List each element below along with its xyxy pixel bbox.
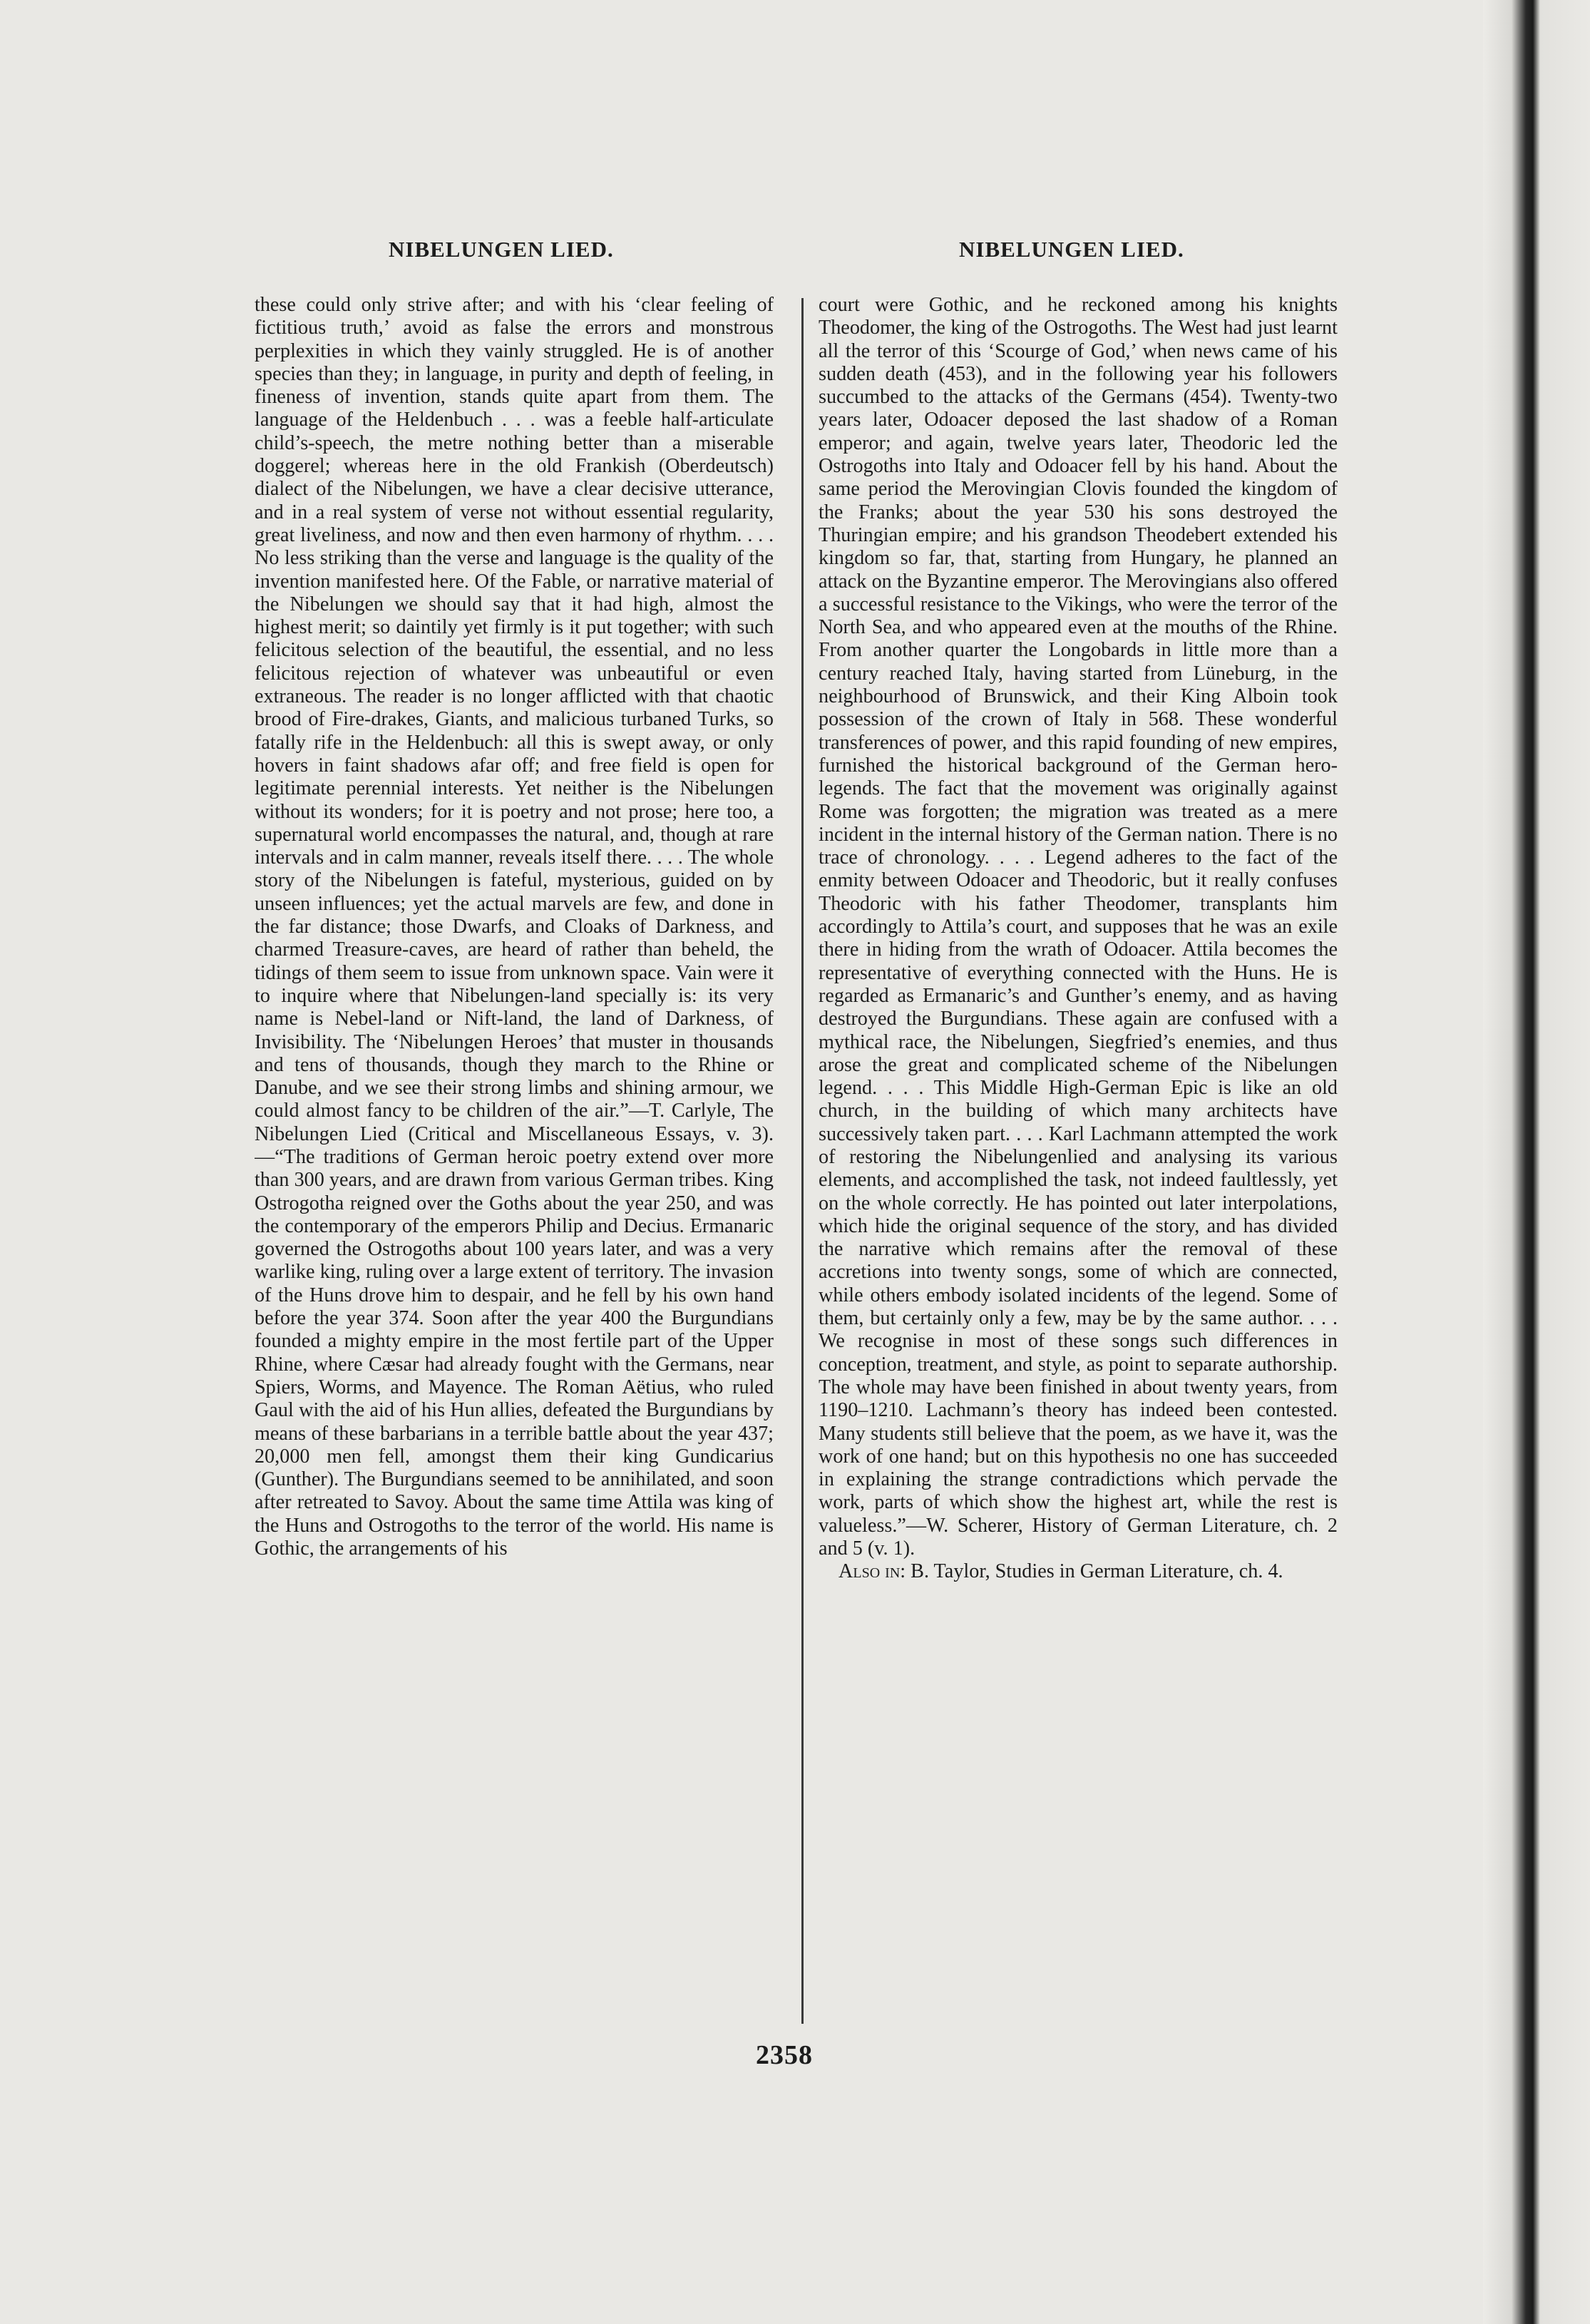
also-in-text: B. Taylor, Studies in German Literature, ch. 4.	[911, 1560, 1283, 1583]
running-head-left: NIBELUNGEN LIED.	[389, 237, 614, 262]
column-right-text: court were Gothic, and he reckoned among his knights Theodomer, the king of the Ostrogoths. The West had just learnt all the terror of this ‘Scourge of God,’ when news came of his sudden death (453), and in the following year his followers succumbed to the attacks of the Germans (454). Twenty-two years later, Odoacer deposed the last shadow of a Roman emperor; and again, twelve years later, Theodoric led the Ostrogoths into Italy and Odoacer fell by his hand. About the same period the Merovingian Clovis founded the kingdom of the Franks; about the year 530 his sons destroyed the Thuringian empire; and his grandson Theodebert extended his kingdom so far, that, starting from Hungary, he planned an attack on the Byzantine emperor. The Merovingians also offered a successful resistance to the Vikings, who were the terror of the North Sea, and who appeared even at the mouths of the Rhine. From another quarter the Longobards in little more than a century reached Italy, having started from Lüneburg, in the neighbourhood of Brunswick, and their King Alboin took possession of the crown of Italy in 568. These wonderful transferences of power, and this rapid founding of new empires, furnished the historical background of the German hero-legends. The fact that the movement was originally against Rome was forgotten; the migration was treated as a mere incident in the internal history of the German nation. There is no trace of chronology. . . . Legend adheres to the fact of the enmity between Odoacer and Theodoric, but it really confuses Theodoric with his father Theodomer, transplants him accordingly to Attila’s court, and supposes that he was an exile there in hiding from the wrath of Odoacer. Attila becomes the representative of everything connected with the Huns. He is regarded as Ermanaric’s and Gunther’s enemy, and as having destroyed the Burgundians. These again are confused with a mythical race, the Nibelungen, Siegfried’s enemies, and thus arose the great and complicated scheme of the Nibelungen legend. . . . This Middle High-German Epic is like an old church, in the building of which many architects have successively taken part. . . . Karl Lachmann attempted the work of restoring the Nibelungenlied and analysing its various elements, and accomplished the task, not indeed faultlessly, yet on the whole correctly. He has pointed out later interpolations, which hide the original sequence of the story, and has divided the narrative which remains after the removal of these accretions into twenty songs, some of which are connected, while others embody isolated incidents of the legend. Some of them, but certainly only a few, may be by the same author. . . . We recognise in most of these songs such differences in conception, treatment, and style, as point to separate authorship. The whole may have been finished in about twenty years, from 1190–1210. Lachmann’s theory has indeed been contested. Many students still believe that the poem, as we have it, was the work of one hand; but on this hypothesis no one has succeeded in explaining the strange contradictions which pervade the work, parts of which show the highest art, while the rest is valueless.”—W. Scherer, History of German Literature, ch. 2 and 5 (v. 1).	[819, 294, 1338, 1560]
text-column-left	[255, 294, 774, 2027]
text-column-right	[819, 294, 1338, 2027]
scan-page-edge	[1483, 0, 1590, 2324]
also-in-note	[819, 1560, 1338, 1583]
column-divider	[801, 298, 804, 2024]
column-left-text: these could only strive after; and with his ‘clear feeling of fictitious truth,’ avoid as false the errors and monstrous perplexities in which they vainly struggled. He is of another species than they; in language, in purity and depth of feeling, in fineness of invention, stands quite apart from them. The language of the Heldenbuch . . . was a feeble half-articulate child’s-speech, the metre nothing better than a miserable doggerel; whereas here in the old Frankish (Oberdeutsch) dialect of the Nibelungen, we have a clear decisive utterance, and in a real system of verse not without essential regularity, great liveliness, and now and then even harmony of rhythm. . . . No less striking than the verse and language is the quality of the invention manifested here. Of the Fable, or narrative material of the Nibelungen we should say that it had high, almost the highest merit; so daintily yet firmly is it put together; with such felicitous selection of the beautiful, the essential, and no less felicitous rejection of whatever was unbeautiful or even extraneous. The reader is no longer afflicted with that chaotic brood of Fire-drakes, Giants, and malicious turbaned Turks, so fatally rife in the Heldenbuch: all this is swept away, or only hovers in faint shadows afar off; and free field is open for legitimate perennial interests. Yet neither is the Nibelungen without its wonders; for it is poetry and not prose; here too, a supernatural world encompasses the natural, and, though at rare intervals and in calm manner, reveals itself there. . . . The whole story of the Nibelungen is fateful, mysterious, guided on by unseen influences; yet the actual marvels are few, and done in the far distance; those Dwarfs, and Cloaks of Darkness, and charmed Treasure-caves, are heard of rather than beheld, the tidings of them seem to issue from unknown space. Vain were it to inquire where that Nibelungen-land specially is: its very name is Nebel-land or Nift-land, the land of Darkness, of Invisibility. The ‘Nibelungen Heroes’ that muster in thousands and tens of thousands, though they march to the Rhine or Danube, and we see their strong limbs and shining armour, we could almost fancy to be children of the air.”—T. Carlyle, The Nibelungen Lied (Critical and Miscellaneous Essays, v. 3). —“The traditions of German heroic poetry extend over more than 300 years, and are drawn from various German tribes. King Ostrogotha reigned over the Goths about the year 250, and was the contemporary of the emperors Philip and Decius. Ermanaric governed the Ostrogoths about 100 years later, and was a very warlike king, ruling over a large extent of territory. The invasion of the Huns drove him to despair, and he fell by his own hand before the year 374. Soon after the year 400 the Burgundians founded a mighty empire in the most fertile part of the Upper Rhine, where Cæsar had already fought with the Germans, near Spiers, Worms, and Mayence. The Roman Aëtius, who ruled Gaul with the aid of his Hun allies, defeated the Burgundians by means of these barbarians in a terrible battle about the year 437; 20,000 men fell, amongst them their king Gundicarius (Gunther). The Burgundians seemed to be annihilated, and soon after retreated to Savoy. About the same time Attila was king of the Huns and Ostrogoths to the terror of the world. His name is Gothic, the arrangements of his	[255, 294, 774, 1560]
page-number: 2358	[756, 2040, 813, 2070]
also-in-label: Also in:	[838, 1560, 906, 1583]
running-head-right: NIBELUNGEN LIED.	[959, 237, 1184, 262]
